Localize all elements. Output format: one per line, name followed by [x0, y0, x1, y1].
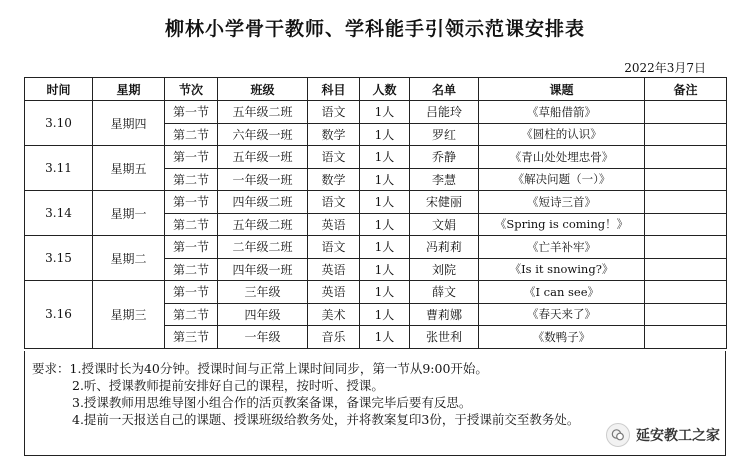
weekday-cell: 星期三 — [93, 281, 165, 349]
period-cell: 第二节 — [165, 213, 218, 236]
teacher-cell: 文娟 — [410, 213, 479, 236]
remark-cell — [645, 281, 727, 304]
requirement-item: 1.授课时长为40分钟。授课时间与正常上课时间同步，第一节从9:00开始。 — [69, 361, 488, 376]
count-cell: 1人 — [360, 281, 410, 304]
header-class: 班级 — [218, 78, 308, 101]
time-cell: 3.16 — [25, 281, 93, 349]
count-cell: 1人 — [360, 326, 410, 349]
requirement-item: 4.提前一天报送自己的课题、授课班级给教务处，并将教案复印3份，于授课前交至教务处。 — [72, 412, 580, 427]
time-cell: 3.14 — [25, 191, 93, 236]
subject-cell: 美术 — [308, 303, 360, 326]
header-subject: 科目 — [308, 78, 360, 101]
header-weekday: 星期 — [93, 78, 165, 101]
table-row — [25, 101, 727, 124]
watermark-text: 延安教工之家 — [636, 428, 720, 444]
remark-cell — [645, 191, 727, 214]
remark-cell — [645, 326, 727, 349]
count-cell: 1人 — [360, 303, 410, 326]
wechat-account-icon — [606, 423, 630, 447]
lesson-cell: 《春天来了》 — [479, 303, 645, 326]
teacher-cell: 曹莉娜 — [410, 303, 479, 326]
period-cell: 第三节 — [165, 326, 218, 349]
requirements-line-1 — [32, 360, 488, 377]
source-watermark — [606, 422, 720, 448]
header-count: 人数 — [360, 78, 410, 101]
header-lesson: 课题 — [479, 78, 645, 101]
remark-cell — [645, 213, 727, 236]
lesson-cell: 《I can see》 — [479, 281, 645, 304]
requirement-item: 3.授课教师用思维导图小组合作的活页教案备课，备课完毕后要有反思。 — [72, 395, 472, 410]
lesson-cell: 《Spring is coming！》 — [479, 213, 645, 236]
subject-cell: 英语 — [308, 258, 360, 281]
count-cell: 1人 — [360, 213, 410, 236]
subject-cell: 语文 — [308, 191, 360, 214]
class-cell: 三年级 — [218, 281, 308, 304]
remark-cell — [645, 168, 727, 191]
teacher-cell: 冯莉莉 — [410, 236, 479, 259]
class-cell: 一年级 — [218, 326, 308, 349]
class-cell: 六年级一班 — [218, 123, 308, 146]
weekday-cell: 星期四 — [93, 101, 165, 146]
table-header-row — [25, 78, 727, 101]
header-teacher: 名单 — [410, 78, 479, 101]
period-cell: 第二节 — [165, 168, 218, 191]
class-cell: 五年级一班 — [218, 146, 308, 169]
table-body — [25, 101, 727, 349]
lesson-cell: 《短诗三首》 — [479, 191, 645, 214]
period-cell: 第一节 — [165, 236, 218, 259]
table-row — [25, 281, 727, 304]
class-cell: 一年级一班 — [218, 168, 308, 191]
teacher-cell: 乔静 — [410, 146, 479, 169]
requirement-item: 2.听、授课教师提前安排好自己的课程，按时听、授课。 — [72, 378, 384, 393]
period-cell: 第一节 — [165, 191, 218, 214]
teacher-cell: 李慧 — [410, 168, 479, 191]
weekday-cell: 星期五 — [93, 146, 165, 191]
count-cell: 1人 — [360, 258, 410, 281]
subject-cell: 数学 — [308, 168, 360, 191]
document-date: 2022年3月7日 — [624, 61, 706, 75]
lesson-cell: 《草船借箭》 — [479, 101, 645, 124]
subject-cell: 语文 — [308, 236, 360, 259]
lesson-cell: 《亡羊补牢》 — [479, 236, 645, 259]
period-cell: 第二节 — [165, 303, 218, 326]
remark-cell — [645, 123, 727, 146]
remark-cell — [645, 303, 727, 326]
class-cell: 五年级二班 — [218, 101, 308, 124]
teacher-cell: 刘院 — [410, 258, 479, 281]
teacher-cell: 宋健丽 — [410, 191, 479, 214]
count-cell: 1人 — [360, 168, 410, 191]
remark-cell — [645, 146, 727, 169]
count-cell: 1人 — [360, 123, 410, 146]
count-cell: 1人 — [360, 191, 410, 214]
subject-cell: 英语 — [308, 213, 360, 236]
subject-cell: 语文 — [308, 146, 360, 169]
period-cell: 第一节 — [165, 146, 218, 169]
header-time: 时间 — [25, 78, 93, 101]
weekday-cell: 星期一 — [93, 191, 165, 236]
remark-cell — [645, 101, 727, 124]
time-cell: 3.10 — [25, 101, 93, 146]
teacher-cell: 罗红 — [410, 123, 479, 146]
count-cell: 1人 — [360, 236, 410, 259]
header-period: 节次 — [165, 78, 218, 101]
lesson-cell: 《Is it snowing?》 — [479, 258, 645, 281]
period-cell: 第二节 — [165, 123, 218, 146]
schedule-table — [24, 77, 727, 349]
count-cell: 1人 — [360, 146, 410, 169]
table-row — [25, 191, 727, 214]
weekday-cell: 星期二 — [93, 236, 165, 281]
lesson-cell: 《圆柱的认识》 — [479, 123, 645, 146]
remark-cell — [645, 258, 727, 281]
lesson-cell: 《解决问题（一）》 — [479, 168, 645, 191]
document-title: 柳林小学骨干教师、学科能手引领示范课安排表 — [164, 18, 585, 40]
header-remark: 备注 — [645, 78, 727, 101]
class-cell: 四年级 — [218, 303, 308, 326]
time-cell: 3.11 — [25, 146, 93, 191]
class-cell: 四年级一班 — [218, 258, 308, 281]
count-cell: 1人 — [360, 101, 410, 124]
subject-cell: 音乐 — [308, 326, 360, 349]
table-row — [25, 146, 727, 169]
subject-cell: 英语 — [308, 281, 360, 304]
period-cell: 第一节 — [165, 281, 218, 304]
lesson-cell: 《数鸭子》 — [479, 326, 645, 349]
subject-cell: 数学 — [308, 123, 360, 146]
remark-cell — [645, 236, 727, 259]
table-row — [25, 236, 727, 259]
teacher-cell: 张世利 — [410, 326, 479, 349]
class-cell: 四年级二班 — [218, 191, 308, 214]
class-cell: 五年级二班 — [218, 213, 308, 236]
time-cell: 3.15 — [25, 236, 93, 281]
teacher-cell: 薛文 — [410, 281, 479, 304]
requirements-label: 要求： — [32, 361, 70, 376]
lesson-cell: 《青山处处埋忠骨》 — [479, 146, 645, 169]
period-cell: 第二节 — [165, 258, 218, 281]
period-cell: 第一节 — [165, 101, 218, 124]
class-cell: 二年级二班 — [218, 236, 308, 259]
subject-cell: 语文 — [308, 101, 360, 124]
teacher-cell: 吕能玲 — [410, 101, 479, 124]
